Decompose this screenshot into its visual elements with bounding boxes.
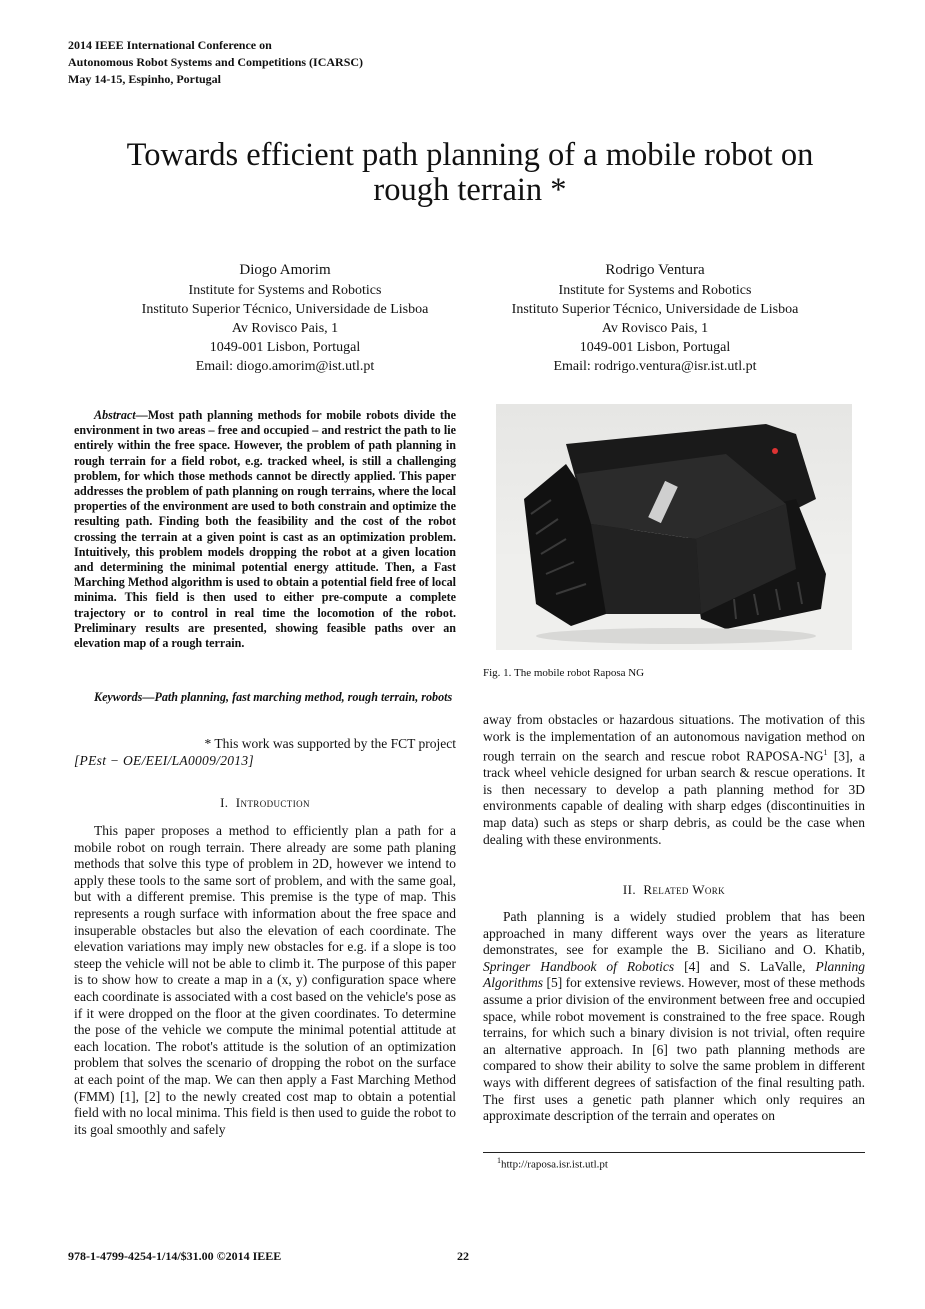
conference-line: May 14-15, Espinho, Portugal bbox=[68, 72, 222, 86]
intro-paragraph: This paper proposes a method to efficiently plan a path for a mobile robot on rough terrain. There already are some path planing methods that solve this type of problem in 2D, however we intend to apply these tools to the same sort of problem, and with the same goal, but with a different premise. This premise is the type of map. This represents a rough surface with information about the free space and insuperable obstacles but also the elevation of each coordinate. The elevation variations may imply new obstacles for e.g. if a slope is too steep the vehicle will not be able to climb it. The purpose of this paper is to show how to create a map in a (x, y) configuration space where each coordinate is associated with a cost based on the vehicle's pose as if it were dropped on the floor at the given coordinates. To determine the pose of the vehicle we compute the minimal potential attitude at each location. The robot's attitude is the solution of an optimization problem that solves the scenario of dropping the robot on the surface at each point of the map. We can then apply a Fast Marching Method (FMM) [1], [2] to the newly created cost map to obtain a potential field with no local minima. This field is then used to guide the robot to its goal smoothly and safely bbox=[74, 823, 456, 1137]
author-block bbox=[455, 261, 855, 376]
author-name: Rodrigo Ventura bbox=[605, 262, 705, 278]
book-title: Planning Algorithms bbox=[483, 958, 865, 991]
funding-project: [PEst − OE/EEI/LA0009/2013] bbox=[74, 753, 254, 768]
title-line: rough terrain * bbox=[373, 172, 567, 208]
section-title: Related Work bbox=[643, 882, 726, 897]
intro-cont-text: [3], a track wheel vehicle designed for urban search & rescue operations. It is then necessary to develop a path planning method for 3D environments capable of dealing with sharp edges (discontinuities in map data) such as steps or sharp debris, as could be the case when dealing with these environments. bbox=[483, 748, 866, 847]
conference-header bbox=[68, 37, 363, 88]
footnote bbox=[497, 1156, 608, 1171]
page-number: 22 bbox=[457, 1249, 469, 1263]
author-name: Diogo Amorim bbox=[239, 262, 331, 278]
author-email: Email: diogo.amorim@ist.utl.pt bbox=[195, 359, 375, 374]
abstract-label: Abstract bbox=[94, 408, 136, 422]
related-text: [4] and S. LaValle, bbox=[674, 958, 816, 974]
keywords: Keywords—Path planning, fast marching method, rough terrain, robots bbox=[94, 690, 453, 704]
author-address: Av Rovisco Pais, 1 bbox=[231, 321, 339, 336]
section-number: II. bbox=[622, 882, 637, 897]
section-title: Introduction bbox=[235, 795, 310, 810]
isbn-footer: 978-1-4799-4254-1/14/$31.00 ©2014 IEEE bbox=[68, 1249, 282, 1263]
author-affiliation: Instituto Superior Técnico, Universidade de Lisboa bbox=[511, 302, 799, 317]
related-text: Path planning is a widely studied problem that has been approached in many different ways over the years as literature demonstrates, see for example the B. Siciliano and O. Khatib, bbox=[483, 909, 865, 958]
related-text: [5] for extensive reviews. However, most of these methods assume a prior division of the environment between free and occupied space, while robot movement is constrained to the free space. Rough terrains, for which such a binary division is not trivial, often require an alternative approach. In [6] two path planning methods are compared to show their ability to solve the same problem in different ways with different degrees of satisfaction of the final resulting path. The first uses a genetic path planner which only requires an approximate description of the terrain and operates on bbox=[483, 975, 865, 1124]
abstract-text: —Most path planning methods for mobile robots divide the environment in two areas – free and occupied – and restrict the path to lie entirely within the free space. However, the problem of path planning in rough terrain for a field robot, e.g. tracked wheel, is still a challenging problem, for which those methods cannot be directly applied. This paper addresses the problem of path planning on rough terrains, where the local properties of the environment are used to both constrain and optimize the resulting path. Finding both the feasibility and the cost of the robot crossing the terrain at a given point is cast as an optimization problem. Intuitively, this problem models dropping the robot at a given location and determining the minimal potential energy attitude. Then, a Fast Marching Method algorithm is used to obtain a potential field free of local minima. This field is then used to either pre-compute a complete trajectory or to control in real time the locomotion of the robot. Preliminary results are presented, showing feasible paths over an elevation map of a rough terrain. bbox=[74, 408, 456, 651]
footnote-marker: 1 bbox=[823, 748, 828, 758]
author-affiliation: Institute for Systems and Robotics bbox=[558, 283, 752, 298]
footnote-url: http://raposa.isr.ist.utl.pt bbox=[501, 1158, 608, 1171]
author-address: 1049-001 Lisbon, Portugal bbox=[579, 340, 731, 355]
author-affiliation: Institute for Systems and Robotics bbox=[188, 283, 382, 298]
conference-line: 2014 IEEE International Conference on bbox=[68, 38, 272, 52]
abstract bbox=[74, 408, 456, 651]
robot-photo bbox=[496, 404, 852, 650]
author-email: Email: rodrigo.ventura@isr.ist.utl.pt bbox=[553, 359, 757, 374]
section-number: I. bbox=[220, 795, 229, 810]
footnote-mark: 1 bbox=[497, 1156, 501, 1165]
section-heading bbox=[483, 882, 865, 898]
author-address: Av Rovisco Pais, 1 bbox=[601, 321, 709, 336]
intro-continuation bbox=[483, 712, 865, 848]
footnote-rule bbox=[483, 1152, 865, 1153]
figure-caption: Fig. 1. The mobile robot Raposa NG bbox=[483, 667, 645, 679]
paper-title bbox=[40, 138, 900, 208]
author-affiliation: Instituto Superior Técnico, Universidade de Lisboa bbox=[141, 302, 429, 317]
conference-line: Autonomous Robot Systems and Competitions (ICARSC) bbox=[68, 55, 364, 69]
author-block bbox=[85, 261, 485, 376]
intro-cont-text: away from obstacles or hazardous situations. The motivation of this work is the implementation of an autonomous navigation method on rough terrain on the search and rescue robot RAPOSA-NG bbox=[483, 712, 865, 764]
funding-note bbox=[74, 735, 456, 769]
section-heading bbox=[74, 795, 456, 811]
funding-line: * This work was supported by the FCT project bbox=[204, 736, 456, 751]
author-address: 1049-001 Lisbon, Portugal bbox=[209, 340, 361, 355]
book-title: Springer Handbook of Robotics bbox=[483, 958, 675, 974]
related-work-paragraph bbox=[483, 909, 865, 1125]
title-line: Towards efficient path planning of a mobile robot on bbox=[126, 137, 814, 173]
